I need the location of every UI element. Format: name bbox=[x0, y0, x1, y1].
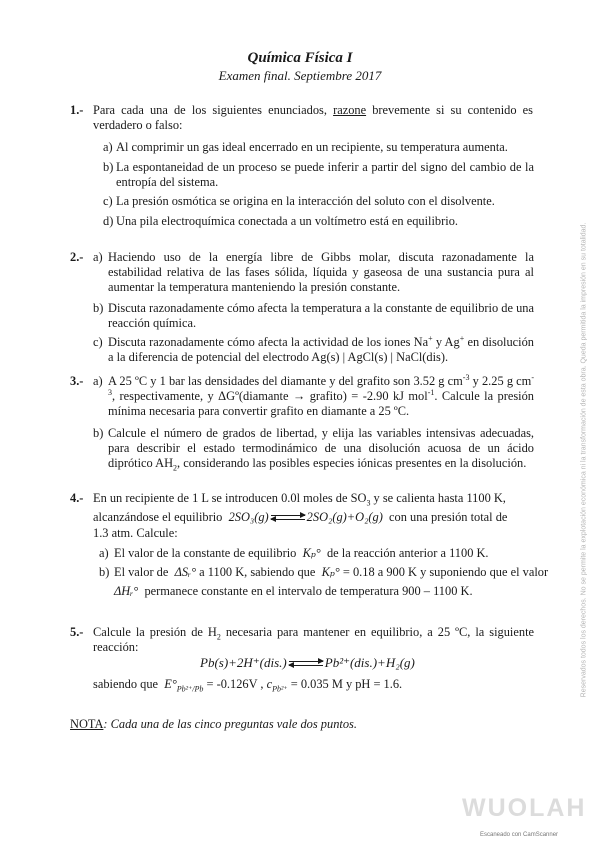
q3-number: 3.- bbox=[70, 374, 84, 388]
q1-d-label: d) bbox=[103, 214, 114, 228]
q5-eq-left: Pb(s)+2H⁺(dis.) bbox=[200, 655, 287, 670]
copyright-side-text: Reservados todos los derechos. No se permite la explotación económica ni la transformación de esta obra. Queda permitida la impresión en su totalidad. bbox=[580, 222, 588, 698]
q4-eq-right: 2SO₂(g)+O₂(g) bbox=[306, 510, 383, 524]
q2-b-label: b) bbox=[93, 301, 104, 315]
q3-b-label: b) bbox=[93, 426, 104, 440]
q4-line3: 1.3 atm. Calcule: bbox=[93, 526, 178, 540]
q4-b-line2: ΔHᵣ° permanece constante en el intervalo de temperatura 900 – 1100 K. bbox=[114, 584, 473, 598]
q2-b-text: Discuta razonadamente cómo afecta la temperatura a la constante de equilibrio de una reacción química. bbox=[108, 301, 534, 330]
q1-b-text: La espontaneidad de un proceso se puede inferir a partir del signo del cambio de la entropía del sistema. bbox=[116, 160, 534, 189]
q1-c-text: La presión osmótica se origina en la interacción del soluto con el disolvente. bbox=[116, 194, 495, 208]
q5-equation bbox=[200, 655, 415, 670]
exam-subtitle: Examen final. Septiembre 2017 bbox=[218, 68, 382, 83]
delta-h-symbol: ΔHᵣ° bbox=[114, 584, 139, 598]
q2-c-text: Discuta razonadamente cómo afecta la actividad de los iones Na+ y Ag+ en disolución a la diferencia de potencial del electrodo Ag(s) | AgCl(s) | NaCl(dis). bbox=[108, 333, 534, 364]
kp-symbol: Kₚ° bbox=[302, 546, 321, 560]
q4-a-label: a) bbox=[99, 546, 109, 560]
q1-a-label: a) bbox=[103, 140, 113, 154]
q1-c-label: c) bbox=[103, 194, 113, 208]
q4-eq-left: 2SO₃(g) bbox=[228, 510, 269, 524]
q1-d-text: Una pila electroquímica conectada a un voltímetro está en equilibrio. bbox=[116, 214, 458, 228]
equilibrium-arrows-icon bbox=[271, 513, 305, 523]
q4-a-text: El valor de la constante de equilibrio Kₚ° de la reacción anterior a 1100 K. bbox=[114, 546, 489, 560]
q4-b-label: b) bbox=[99, 565, 110, 579]
q3-a-text: A 25 ºC y 1 bar las densidades del diamante y del grafito son 3.52 g $cm^{-3}$ y 2.25 g $cm^{-3}$, respectivamente, y ΔGº(diamante → grafito) = -2.90 kJ mol$^{-1}$. Calcule la presión mínima necesaria para convertir grafito en diamante a 25 ºC. bbox=[108, 372, 535, 418]
equilibrium-arrows-icon bbox=[289, 659, 323, 669]
note: NOTA: Cada una de las cinco preguntas vale dos puntos. bbox=[70, 717, 357, 731]
q2-a-text: Haciendo uso de la energía libre de Gibbs molar, discuta razonadamente la estabilidad relativa de las fases sólida, líquida y gaseosa de una sustancia pura al aumentar la temperatura manteniendo la presión constante. bbox=[108, 250, 534, 294]
q1-number: 1.- bbox=[70, 103, 84, 117]
q2-c-label: c) bbox=[93, 335, 103, 349]
q4-b-line1: El valor de ΔSᵣ° a 1100 K, sabiendo que Kₚ° = 0.18 a 900 K y suponiendo que el valor bbox=[114, 565, 549, 579]
q2-a-label: a) bbox=[93, 250, 103, 264]
q3-b-text: Calcule el número de grados de libertad, y elija las variables intensivas adecuadas, para describir el estado termodinámico de una disolución acuosa de un ácido diprótico $AH_2$, considerando las posibles especies iónicas presentes en la disolución. bbox=[108, 426, 534, 473]
q4-line1: En un recipiente de 1 L se introducen 0.0l moles de $SO_3$ y se calienta hasta 1100 K, bbox=[93, 491, 506, 508]
q4-line2: alcanzándose el equilibrio 2SO₃(g) 2SO₂(g)+O₂(g) con una presión total de bbox=[93, 510, 508, 524]
delta-s-symbol: ΔSᵣ° bbox=[174, 565, 197, 579]
q1-b-label: b) bbox=[103, 160, 114, 174]
camscanner-mark: Escaneado con CamScanner bbox=[480, 832, 559, 838]
exam-title: Química Física I bbox=[247, 50, 353, 66]
q2-number: 2.- bbox=[70, 250, 84, 264]
kp-symbol: Kₚ° bbox=[321, 565, 340, 579]
q3-a-label: a) bbox=[93, 374, 103, 388]
q1-a-text: Al comprimir un gas ideal encerrado en un recipiente, su temperatura aumenta. bbox=[116, 140, 508, 154]
q5-text: Calcule la presión de $H_2$ necesaria para mantener en equilibrio, a 25 ºC, la siguiente reacción: bbox=[93, 625, 535, 654]
q4-number: 4.- bbox=[70, 491, 84, 505]
q1-intro: Para cada una de los siguientes enunciados, razone brevemente si su contenido es verdadero o falso: bbox=[93, 103, 533, 132]
wuolah-logo: WUOLAH bbox=[462, 794, 587, 822]
q5-number: 5.- bbox=[70, 625, 84, 639]
q5-eq-right: Pb²⁺(dis.)+H₂(g) bbox=[324, 655, 415, 670]
q5-given: sabiendo que $E^\circ_{Pb^{2+}/Pb} = -0.126V$ , $c_{Pb^{2+}} = 0.035$ M y pH = 1.6. bbox=[93, 677, 403, 694]
